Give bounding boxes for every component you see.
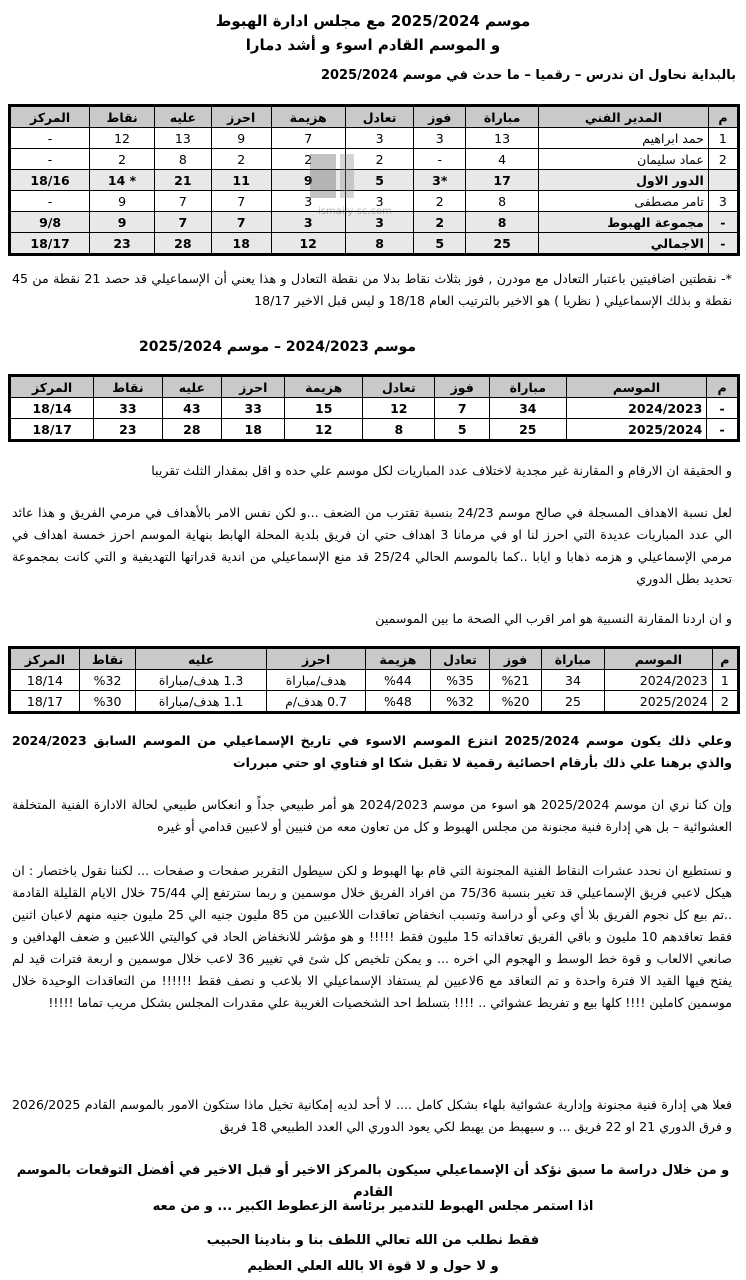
closing-line-3: فقط نطلب من الله تعالي اللطف بنا و بنادينا الحبيب — [206, 1233, 540, 1248]
table-cell: - — [708, 233, 737, 254]
column-header: تعادل — [345, 107, 414, 128]
table-cell: 3 — [708, 191, 737, 212]
column-header: عليه — [162, 377, 222, 398]
table-cell: 8 — [363, 419, 435, 440]
table-cell: %21 — [490, 670, 541, 691]
relative-comparison-table — [10, 648, 738, 712]
table-cell: 1 — [712, 670, 737, 691]
column-header: الموسم — [605, 649, 712, 670]
table-cell: - — [11, 191, 90, 212]
table-cell: %48 — [366, 691, 430, 712]
column-header: المركز — [11, 107, 90, 128]
table-cell: 28 — [162, 419, 222, 440]
table-row — [11, 419, 738, 440]
closing-line-1: و من خلال دراسة ما سبق نؤكد أن الإسماعيلي سيكون بالمركز الاخير أو قبل الاخير في أفضل التوقعات بالموسم القادم — [16, 1163, 730, 1200]
table-cell: *3 — [414, 170, 466, 191]
column-header: عليه — [155, 107, 212, 128]
table-cell: 9 — [90, 191, 155, 212]
column-header: نقاط — [94, 377, 162, 398]
column-header: المركز — [11, 377, 94, 398]
table-cell: 23 — [90, 233, 155, 254]
table-cell: 13 — [155, 128, 212, 149]
table-cell: 5 — [435, 419, 489, 440]
table-cell: 7 — [271, 128, 345, 149]
table-cell: 12 — [90, 128, 155, 149]
table-cell: 34 — [489, 398, 566, 419]
table-cell: 8 — [345, 233, 414, 254]
column-header: م — [708, 107, 737, 128]
table-cell: مجموعة الهبوط — [539, 212, 709, 233]
column-header: الموسم — [566, 377, 707, 398]
table-cell: 21 — [155, 170, 212, 191]
table-header-row — [11, 649, 738, 670]
table-cell: هدف/مباراة — [267, 670, 366, 691]
table-cell: 2 — [90, 149, 155, 170]
table-cell: 3 — [345, 191, 414, 212]
table-cell: 9 — [271, 170, 345, 191]
column-header: هزيمة — [366, 649, 430, 670]
table-cell: 2025/2024 — [566, 419, 707, 440]
table-cell: الدور الاول — [539, 170, 709, 191]
table-cell: - — [414, 149, 466, 170]
table-cell: 1 — [708, 128, 737, 149]
column-header: المدير الفني — [539, 107, 709, 128]
table-cell: 2024/2023 — [605, 670, 712, 691]
table-cell: 4 — [466, 149, 539, 170]
table-cell: 25 — [541, 691, 604, 712]
column-header: احرز — [211, 107, 271, 128]
table-cell: 2024/2023 — [566, 398, 707, 419]
table-cell — [708, 170, 737, 191]
table-cell: - — [707, 398, 738, 419]
column-header: تعادل — [363, 377, 435, 398]
table-row — [11, 233, 738, 254]
table-cell: 11 — [211, 170, 271, 191]
table-cell: 3 — [271, 212, 345, 233]
table-cell: 5 — [345, 170, 414, 191]
column-header: فوز — [490, 649, 541, 670]
table-cell: 9 — [211, 128, 271, 149]
table-cell: 2 — [712, 691, 737, 712]
column-header: عليه — [136, 649, 267, 670]
table-cell: 12 — [285, 419, 363, 440]
table-cell: 17 — [466, 170, 539, 191]
table-cell: - — [708, 212, 737, 233]
table-cell: حمد ابراهيم — [539, 128, 709, 149]
table-cell: 0.7 هدف/م — [267, 691, 366, 712]
svg-text:ismaily-sc.com: ismaily-sc.com — [317, 206, 393, 217]
table-cell: الاجمالي — [539, 233, 709, 254]
site-watermark-logo — [300, 150, 410, 220]
table-header-row — [11, 377, 738, 398]
table-cell: 18/17 — [11, 691, 80, 712]
table-cell: 18 — [211, 233, 271, 254]
table-cell: 7 — [435, 398, 489, 419]
paragraph-next-season: فعلا هي إدارة فنية مجنونة وإدارية عشوائية بلهاء بشكل كامل .... لا أحد لديه إمكانية تخيل ماذا ستكون الامور بالموسم القادم 2026/2025 و فرق الدوري 21 او 22 فريق ... و سيهبط من يهبط لكي يعود الدوري الي العدد الطبيعي 18 فريق — [12, 1097, 732, 1134]
table-cell: تامر مصطفى — [539, 191, 709, 212]
column-header: مباراة — [466, 107, 539, 128]
table-cell: 43 — [162, 398, 222, 419]
table-cell: 18 — [222, 419, 285, 440]
table-cell: %30 — [79, 691, 135, 712]
table-cell: 18/14 — [11, 670, 80, 691]
table-cell: - — [11, 128, 90, 149]
table-cell: 3 — [414, 128, 466, 149]
table-cell: 2 — [271, 149, 345, 170]
intro-line: بالبداية نحاول ان ندرس – رقميا – ما حدث في موسم 2025/2024 — [320, 68, 736, 83]
conclusion-bold-paragraph: وعلي ذلك يكون موسم 2025/2024 انتزع الموسم الاسوء في تاريخ الإسماعيلي من الموسم السابق 2024/2023 والذي برهنا علي ذلك بأرقام احصائية رقمية لا تقبل شكا او فتاوي او حتي مبررات — [12, 733, 732, 770]
table-cell: 34 — [541, 670, 604, 691]
table-cell: - — [707, 419, 738, 440]
table-cell: 33 — [222, 398, 285, 419]
table-row — [11, 691, 738, 712]
closing-line-4: و لا حول و لا قوة الا بالله العلي العظيم — [247, 1259, 499, 1274]
table-cell: 28 — [155, 233, 212, 254]
column-header: هزيمة — [271, 107, 345, 128]
paragraph-player-changes: و نستطيع ان نحدد عشرات النقاط الفنية المجنونة التي قام بها الهبوط و لكن سيطول التقرير صفحات و صفحات ... لكننا نقول باختصار : ان هيكل لاعبي فريق الإسماعيلي قد تغير بنسبة 75/36 من افراد الفريق خلال موسمين و ربما سترتفع إلي 75/44 خلال الايام القليلة القادمة ..تم بيع كل نجوم الفريق بلا أي وعي أو دراسة وتسبب انخفاض تعاقدات اللاعبين من 85 مليون جنيه الي 25 مليون جنيه منهم لاعبان اثنين فقط تعاقدهم 10 مليون و باقي الفريق تعاقداته 15 مليون فقط !!!!! و هو مؤشر للانخفاض الحاد في كواليتي اللاعبين و ضعف الهدافين و صانعي الالعاب و قوة خط الوسط و الهجوم الي اخره ... و يمكن تلخيص كل شئ في تغيير 36 لاعب خلال موسمين و اربعة فترات قيد لم يفتح فيها القيد الا فترة واحدة و تم التعاقد مع 6لاعبين لم يستفاد الإسماعيلي الا بلاعب و نصف فقط !!!!!! من التعاقدات الوحيدة خلال موسمين كاملين !!!! كلها بيع و تفريط عشوائي .. !!!! بتسلط احد الشخصيات الغريبة علي مقدرات المجلس بشكل مريب تماما !!!!! — [12, 863, 733, 1010]
table-cell: %35 — [430, 670, 490, 691]
table-cell: 18/17 — [11, 419, 94, 440]
table-cell: 7 — [155, 191, 212, 212]
table-cell: 8 — [466, 212, 539, 233]
table-cell: 2 — [414, 191, 466, 212]
table-cell: 33 — [94, 398, 162, 419]
table-cell: عماد سليمان — [539, 149, 709, 170]
table-row — [11, 128, 738, 149]
table-cell: 12 — [363, 398, 435, 419]
table-cell: 18/17 — [11, 233, 90, 254]
table-cell: 9 — [90, 212, 155, 233]
paragraph-numbers-note: و الحقيقة ان الارقام و المقارنة غير مجدية لاختلاف عدد المباريات لكل موسم علي حده و اقل بمقدار الثلث تقريبا — [151, 463, 732, 478]
table-header-row — [11, 107, 738, 128]
table-cell: 12 — [271, 233, 345, 254]
table-cell: 9/8 — [11, 212, 90, 233]
paragraph-technical-management: وإن كنا نري ان موسم 2025/2024 هو اسوء من موسم 2024/2023 هو أمر طبيعي جداً و انعكاس طبيعي لحالة الادارة الفنية المتخلفة العشوائية – بل هي إدارة فنية مجنونة من مجلس الهبوط و كل من تعاون معه من فنيين أو لاعبين قدامي أو غيره — [12, 797, 732, 834]
table-cell: 5 — [414, 233, 466, 254]
table-cell: 1.3 هدف/مباراة — [136, 670, 267, 691]
table-cell: 7 — [211, 191, 271, 212]
table-cell: 1.1 هدف/مباراة — [136, 691, 267, 712]
table-row — [11, 398, 738, 419]
table-cell: %44 — [366, 670, 430, 691]
column-header: م — [707, 377, 738, 398]
table-row — [11, 670, 738, 691]
title-line-1: موسم 2025/2024 مع مجلس ادارة الهبوط — [215, 12, 531, 30]
seasons-table — [10, 376, 738, 440]
table-cell: 25 — [466, 233, 539, 254]
column-header: تعادل — [430, 649, 490, 670]
table-cell: 3 — [345, 212, 414, 233]
column-header: احرز — [222, 377, 285, 398]
table-cell: 15 — [285, 398, 363, 419]
column-header: نقاط — [79, 649, 135, 670]
table-cell: 2 — [414, 212, 466, 233]
table-cell: 3 — [271, 191, 345, 212]
table-cell: 7 — [155, 212, 212, 233]
title-line-2: و الموسم القادم اسوء و أشد دمارا — [245, 36, 501, 54]
table-cell: 13 — [466, 128, 539, 149]
table-cell: %20 — [490, 691, 541, 712]
seasons-comparison-heading: موسم 2024/2023 – موسم 2025/2024 — [139, 339, 416, 355]
table-cell: 8 — [466, 191, 539, 212]
table-cell: 18/14 — [11, 398, 94, 419]
footnote-extra-points: *- نقطتين اضافيتين باعتبار التعادل مع مودرن , فوز بثلاث نقاط بدلا من نقطة التعادل و هذا يعني أن الإسماعيلي قد حصد 21 نقطة من 45 نقطة و بذلك الإسماعيلي ( نظريا ) هو الاخير بالترتيب العام 18/18 و ليس قبل الاخير 18/17 — [12, 271, 732, 308]
table-cell: 2 — [345, 149, 414, 170]
column-header: مباراة — [489, 377, 566, 398]
paragraph-goals-analysis: لعل نسبة الاهداف المسجلة في صالح موسم 24/23 بنسبة تقترب من الضعف ...و لكن نفس الامر بالأهداف في مرمي الفريق و هذا عائد الي عدد المباريات عديدة التي احرز لنا او في مرمانا 3 اهداف حتي ان فريق بلدية المحلة الهابط بنهاية الموسم احرز خمسة اهداف في مرمي الإسماعيلي و هزمه ذهابا و ايابا ..كما بالموسم الحالي 25/24 قد منع الإسماعيلي من اندية قدراتها التهديفية و التي كانت بمجموعة تحديد بطل الدوري — [12, 505, 732, 586]
table-cell: 3 — [345, 128, 414, 149]
table-cell: %32 — [430, 691, 490, 712]
column-header: احرز — [267, 649, 366, 670]
table-cell: 23 — [94, 419, 162, 440]
table-cell: - — [11, 149, 90, 170]
column-header: فوز — [435, 377, 489, 398]
table-cell: * 14 — [90, 170, 155, 191]
column-header: هزيمة — [285, 377, 363, 398]
table-cell: 2025/2024 — [605, 691, 712, 712]
table-cell: 25 — [489, 419, 566, 440]
table-cell: 18/16 — [11, 170, 90, 191]
table-cell: 2 — [708, 149, 737, 170]
table-cell: 2 — [211, 149, 271, 170]
column-header: م — [712, 649, 737, 670]
column-header: فوز — [414, 107, 466, 128]
closing-line-2: اذا استمر مجلس الهبوط للتدمير برئاسة الزعطوط الكبير ... و من معه — [152, 1199, 594, 1214]
table-cell: 7 — [211, 212, 271, 233]
table-cell: %32 — [79, 670, 135, 691]
paragraph-relative-comparison: و ان اردنا المقارنة النسبية هو امر اقرب الي الصحة ما بين الموسمين — [375, 611, 732, 626]
table-cell: 8 — [155, 149, 212, 170]
column-header: مباراة — [541, 649, 604, 670]
column-header: نقاط — [90, 107, 155, 128]
column-header: المركز — [11, 649, 80, 670]
